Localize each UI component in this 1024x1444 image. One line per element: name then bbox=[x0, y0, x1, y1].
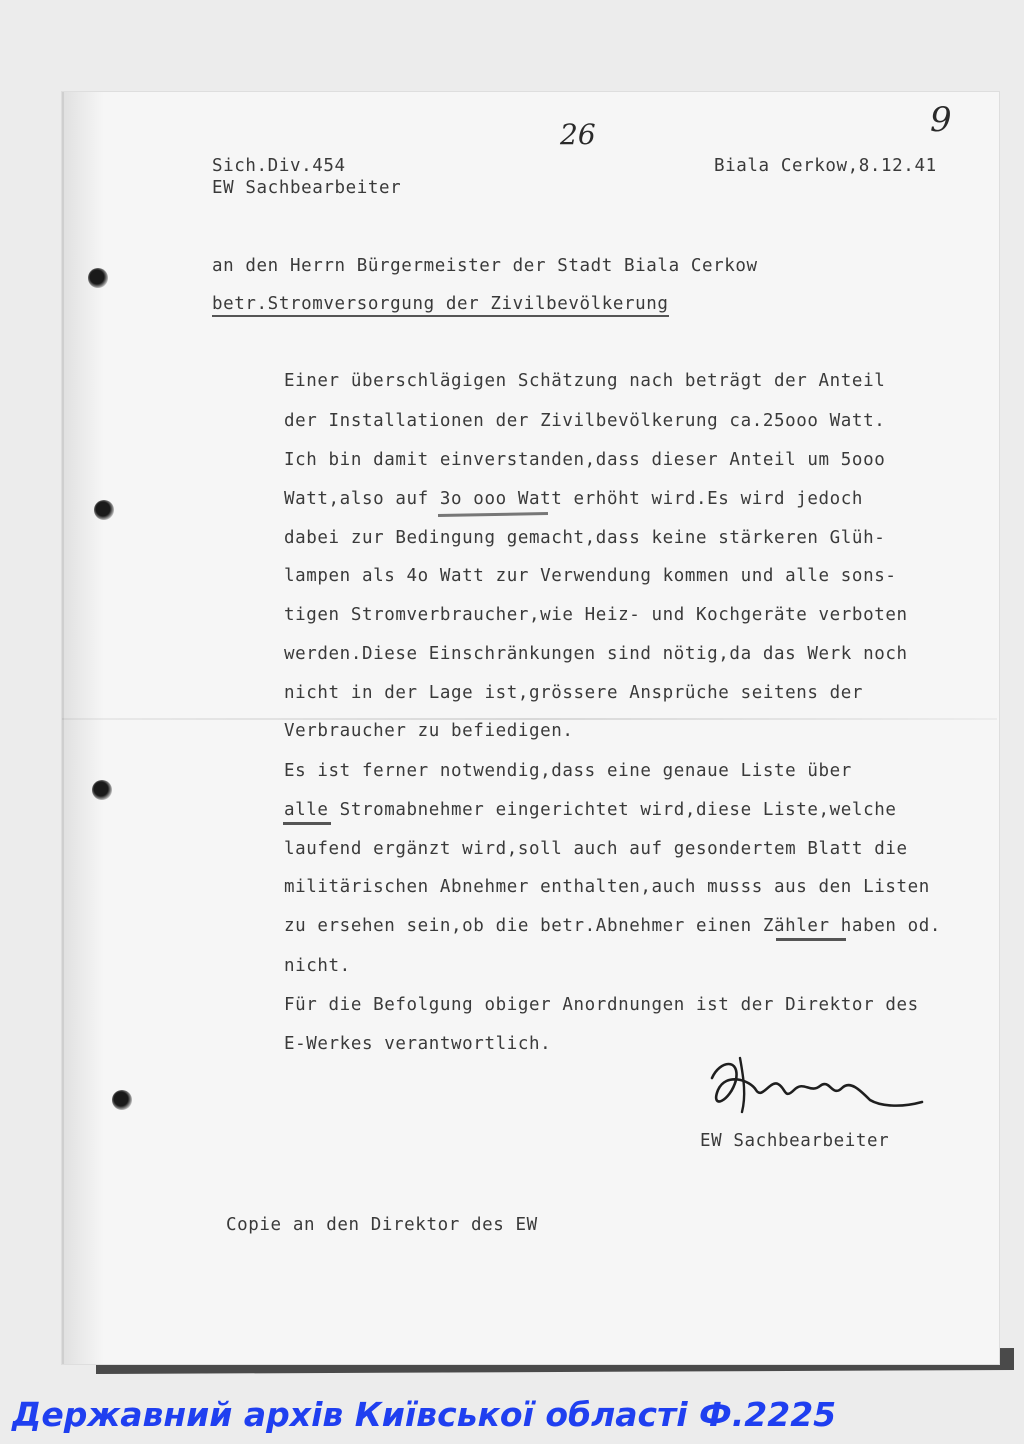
pencil-underline bbox=[776, 938, 846, 941]
punch-hole bbox=[92, 780, 112, 800]
punch-hole bbox=[94, 500, 114, 520]
body-line: laufend ergänzt wird,soll auch auf gesondertem Blatt die bbox=[284, 839, 908, 859]
signature-title: EW Sachbearbeiter bbox=[700, 1131, 890, 1151]
body-line: Für die Befolgung obiger Anordnungen ist der Direktor des bbox=[284, 995, 919, 1015]
place-date: Biala Cerkow,8.12.41 bbox=[714, 156, 937, 176]
body-line: nicht in der Lage ist,grössere Ansprüche seitens der bbox=[284, 683, 864, 703]
body-line: militärischen Abnehmer enthalten,auch musss aus den Listen bbox=[284, 877, 930, 897]
body-line: Einer überschlägigen Schätzung nach beträgt der Anteil bbox=[284, 371, 886, 391]
pencil-underline bbox=[283, 822, 331, 825]
body-line: tigen Stromverbraucher,wie Heiz- und Kochgeräte verboten bbox=[284, 605, 908, 625]
body-line: der Installationen der Zivilbevölkerung ca.25ooo Watt. bbox=[284, 411, 886, 431]
page-number: 26 bbox=[560, 118, 596, 151]
punch-hole bbox=[88, 268, 108, 288]
body-line: Watt,also auf 3o ooo Watt erhöht wird.Es wird jedoch bbox=[284, 489, 864, 509]
body-line: nicht. bbox=[284, 956, 351, 976]
signature-drawing bbox=[700, 1050, 930, 1130]
body-line: zu ersehen sein,ob die betr.Abnehmer einen Zähler haben od. bbox=[284, 916, 942, 936]
sender-title: EW Sachbearbeiter bbox=[212, 178, 402, 198]
addressee: an den Herrn Bürgermeister der Stadt Biala Cerkow bbox=[212, 256, 758, 276]
body-line: alle Stromabnehmer eingerichtet wird,diese Liste,welche bbox=[284, 800, 897, 820]
punch-hole bbox=[112, 1090, 132, 1110]
body-line: werden.Diese Einschränkungen sind nötig,da das Werk noch bbox=[284, 644, 908, 664]
corner-mark: 9 bbox=[930, 100, 952, 140]
sender-division: Sich.Div.454 bbox=[212, 156, 346, 176]
body-line: dabei zur Bedingung gemacht,dass keine stärkeren Glüh- bbox=[284, 528, 886, 548]
subject-line: betr.Stromversorgung der Zivilbevölkerung bbox=[212, 296, 669, 317]
body-line: Verbraucher zu befiedigen. bbox=[284, 721, 574, 741]
archive-caption: Державний архів Київської області Ф.2225 bbox=[12, 1395, 837, 1434]
copy-note: Copie an den Direktor des EW bbox=[226, 1215, 538, 1235]
body-line: Es ist ferner notwendig,dass eine genaue Liste über bbox=[284, 761, 852, 781]
body-line: lampen als 4o Watt zur Verwendung kommen und alle sons- bbox=[284, 566, 897, 586]
body-line: Ich bin damit einverstanden,dass dieser Anteil um 5ooo bbox=[284, 450, 886, 470]
body-line: E-Werkes verantwortlich. bbox=[284, 1034, 552, 1054]
fold-crease bbox=[62, 718, 997, 720]
